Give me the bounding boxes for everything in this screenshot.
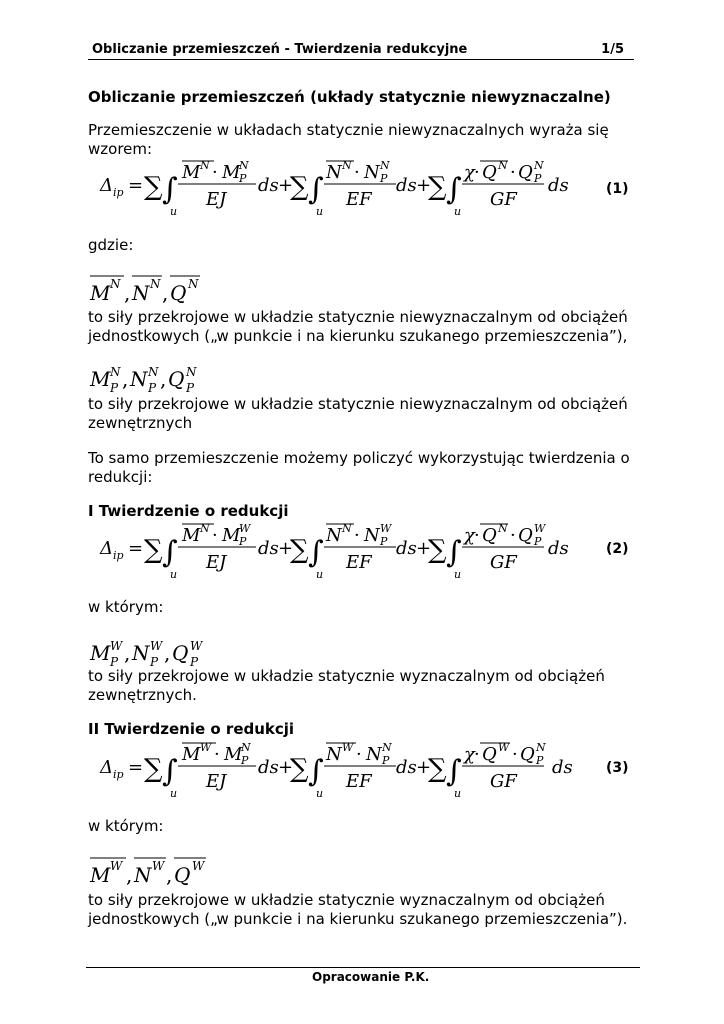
svg-text:P: P [534,172,542,185]
svg-text:∑: ∑ [144,535,163,565]
svg-text:u: u [316,568,324,580]
svg-text:∫: ∫ [308,754,324,789]
svg-text:,: , [124,641,131,665]
svg-text:P: P [190,655,199,669]
svg-text:,: , [124,281,131,305]
svg-text:Q: Q [170,281,187,305]
svg-text:+: + [416,175,432,196]
svg-text:N: N [536,741,546,754]
desc-unit-forces-N: to siły przekrojowe w układzie statycznie niewyznaczalnym od obciążeń jednostkowych („w punkcie i na kierunku szukanego przemieszczenia”), [88,308,628,345]
svg-text:M: M [182,162,201,183]
svg-text:∑: ∑ [428,754,447,784]
svg-text:∫: ∫ [446,754,462,789]
svg-text:u: u [454,205,462,217]
page-header [92,42,632,57]
svg-text:+: + [278,538,294,559]
svg-text:,: , [164,641,171,665]
svg-text:EF: EF [346,552,372,573]
svg-text:N: N [110,365,121,379]
equation-3-number: (3) [606,760,629,776]
svg-text:N: N [498,522,508,535]
svg-text:M: M [90,641,111,665]
svg-text:N: N [148,365,159,379]
svg-text:P: P [110,655,119,669]
equation-3 [96,737,656,799]
svg-text:+: + [278,175,294,196]
symbols-external-forces-statically-indeterminate [88,362,218,398]
svg-text:EF: EF [346,189,372,210]
desc-external-forces-N: to siły przekrojowe w układzie statycznie niewyznaczalnym od obciążeń zewnętrznych [88,395,628,432]
svg-text:∑: ∑ [428,172,447,202]
svg-text:P: P [536,754,544,767]
svg-text:Q: Q [174,863,191,887]
footer-divider [86,967,640,968]
svg-text:·: · [510,525,516,546]
svg-text:χ: χ [464,162,475,183]
svg-text:Q: Q [518,525,533,546]
svg-text:ds: ds [258,757,279,778]
svg-text:·: · [356,744,362,765]
svg-text:P: P [110,381,119,395]
svg-text:·: · [212,162,218,183]
svg-text:Q: Q [482,525,497,546]
svg-text:W: W [192,859,205,873]
svg-text:W: W [534,522,546,535]
same-displacement-paragraph: To samo przemieszczenie możemy policzyć wykorzystując twierdzenia o redukcji: [88,449,630,486]
svg-text:∑: ∑ [290,172,309,202]
svg-text:M: M [90,281,111,305]
svg-text:+: + [416,538,432,559]
svg-text:N: N [241,741,251,754]
svg-text:P: P [380,172,388,185]
svg-text:N: N [130,367,148,391]
svg-text:N: N [200,522,210,535]
svg-text:ip: ip [113,768,124,781]
equation-1-number: (1) [606,181,629,197]
svg-text:·: · [354,162,360,183]
svg-text:=: = [128,757,144,778]
svg-text:·: · [474,162,480,183]
desc-unit-forces-W: to siły przekrojowe w układzie statycznie wyznaczalnym od obciążeń jednostkowych („w punkcie i na kierunku szukanego przemieszczenia”). [88,891,628,928]
svg-text:∑: ∑ [144,754,163,784]
svg-text:GF: GF [490,189,517,210]
svg-text:ds: ds [548,175,569,196]
svg-text:ds: ds [258,538,279,559]
svg-text:=: = [128,175,144,196]
svg-text:Q: Q [520,744,535,765]
svg-text:N: N [534,159,544,172]
svg-text:+: + [278,757,294,778]
svg-text:N: N [364,525,380,546]
theorem-1-title: I Twierdzenie o redukcji [88,502,289,520]
svg-text:ds: ds [548,538,569,559]
svg-text:GF: GF [490,552,517,573]
svg-text:·: · [474,744,480,765]
svg-text:ds: ds [552,757,573,778]
svg-text:N: N [342,159,352,172]
svg-text:N: N [132,641,150,665]
svg-text:·: · [512,744,518,765]
svg-text:N: N [200,159,210,172]
svg-text:N: N [382,741,392,754]
equation-2-number: (2) [606,541,629,557]
svg-text:,: , [122,367,129,391]
equation-2 [96,518,656,580]
svg-text:N: N [134,863,152,887]
svg-text:W: W [200,741,212,754]
svg-text:Δ: Δ [100,538,113,559]
svg-text:Q: Q [172,641,189,665]
svg-text:P: P [150,655,159,669]
svg-text:EF: EF [346,771,372,792]
page-number: 1/5 [601,42,624,57]
symbols-unit-forces-statically-indeterminate [88,270,218,310]
svg-text:u: u [170,205,178,217]
svg-text:u: u [170,568,178,580]
intro-paragraph: Przemieszczenie w układach statycznie niewyznaczalnych wyraża się wzorem: [88,121,609,158]
svg-text:P: P [534,535,542,548]
svg-text:Q: Q [482,744,497,765]
svg-text:·: · [474,525,480,546]
svg-text:χ: χ [464,525,475,546]
svg-text:Q: Q [518,162,533,183]
equation-1 [96,155,656,217]
footer: Opracowanie P.K. [312,970,430,984]
svg-text:+: + [416,757,432,778]
svg-text:,: , [166,863,173,887]
svg-text:N: N [366,744,382,765]
svg-text:N: N [326,162,342,183]
svg-text:W: W [342,741,354,754]
svg-text:,: , [126,863,133,887]
svg-text:∫: ∫ [162,535,178,570]
svg-text:∑: ∑ [144,172,163,202]
svg-text:∫: ∫ [162,172,178,207]
svg-text:N: N [132,281,150,305]
svg-text:P: P [382,754,390,767]
svg-text:N: N [364,162,380,183]
w-ktorym-label-2: w którym: [88,817,164,835]
svg-text:N: N [326,525,342,546]
svg-text:P: P [380,535,388,548]
svg-text:N: N [188,277,199,291]
svg-text:M: M [222,525,241,546]
svg-text:Δ: Δ [100,757,113,778]
svg-text:W: W [380,522,392,535]
svg-text:GF: GF [490,771,517,792]
svg-text:ip: ip [113,186,124,199]
svg-text:M: M [90,863,111,887]
svg-text:u: u [316,787,324,799]
svg-text:N: N [326,744,342,765]
svg-text:·: · [214,744,220,765]
svg-text:·: · [510,162,516,183]
svg-text:N: N [498,159,508,172]
svg-text:,: , [160,367,167,391]
svg-text:EJ: EJ [206,189,227,210]
svg-text:·: · [354,525,360,546]
svg-text:·: · [212,525,218,546]
svg-text:W: W [239,522,251,535]
header-divider [88,59,634,60]
svg-text:ds: ds [396,538,417,559]
svg-text:∑: ∑ [428,535,447,565]
svg-text:EJ: EJ [206,552,227,573]
svg-text:,: , [162,281,169,305]
svg-text:ds: ds [396,175,417,196]
svg-text:P: P [239,535,247,548]
svg-text:N: N [186,365,197,379]
header-title: Obliczanie przemieszczeń - Twierdzenia redukcyjne [92,42,468,57]
svg-text:P: P [148,381,157,395]
svg-text:W: W [110,859,123,873]
svg-text:P: P [239,172,247,185]
svg-text:∫: ∫ [308,535,324,570]
gdzie-label: gdzie: [88,236,134,254]
svg-text:ip: ip [113,549,124,562]
svg-text:P: P [241,754,249,767]
svg-text:M: M [182,744,201,765]
svg-text:∑: ∑ [290,754,309,784]
desc-external-forces-W: to siły przekrojowe w układzie statycznie wyznaczalnym od obciążeń zewnętrznych. [88,667,605,704]
svg-text:W: W [150,639,163,653]
svg-text:M: M [90,367,111,391]
svg-text:Q: Q [168,367,185,391]
svg-text:=: = [128,538,144,559]
svg-text:ds: ds [396,757,417,778]
svg-text:u: u [170,787,178,799]
svg-text:N: N [110,277,121,291]
svg-text:W: W [498,741,510,754]
svg-text:W: W [190,639,203,653]
main-title: Obliczanie przemieszczeń (układy statycznie niewyznaczalne) [88,88,611,106]
svg-text:W: W [152,859,165,873]
svg-text:∫: ∫ [162,754,178,789]
svg-text:∑: ∑ [290,535,309,565]
svg-text:EJ: EJ [206,771,227,792]
svg-text:Q: Q [482,162,497,183]
svg-text:u: u [316,205,324,217]
svg-text:N: N [380,159,390,172]
svg-text:W: W [110,639,123,653]
svg-text:N: N [342,522,352,535]
w-ktorym-label-1: w którym: [88,598,164,616]
svg-text:M: M [222,162,241,183]
svg-text:N: N [239,159,249,172]
theorem-2-title: II Twierdzenie o redukcji [88,720,295,738]
svg-text:χ: χ [464,744,475,765]
svg-text:∫: ∫ [308,172,324,207]
symbols-unit-forces-statically-determinate [88,852,218,892]
svg-text:N: N [150,277,161,291]
svg-text:u: u [454,568,462,580]
svg-text:M: M [182,525,201,546]
svg-text:∫: ∫ [446,172,462,207]
svg-text:u: u [454,787,462,799]
svg-text:∫: ∫ [446,535,462,570]
svg-text:P: P [186,381,195,395]
svg-text:Δ: Δ [100,175,113,196]
svg-text:M: M [224,744,243,765]
svg-text:ds: ds [258,175,279,196]
